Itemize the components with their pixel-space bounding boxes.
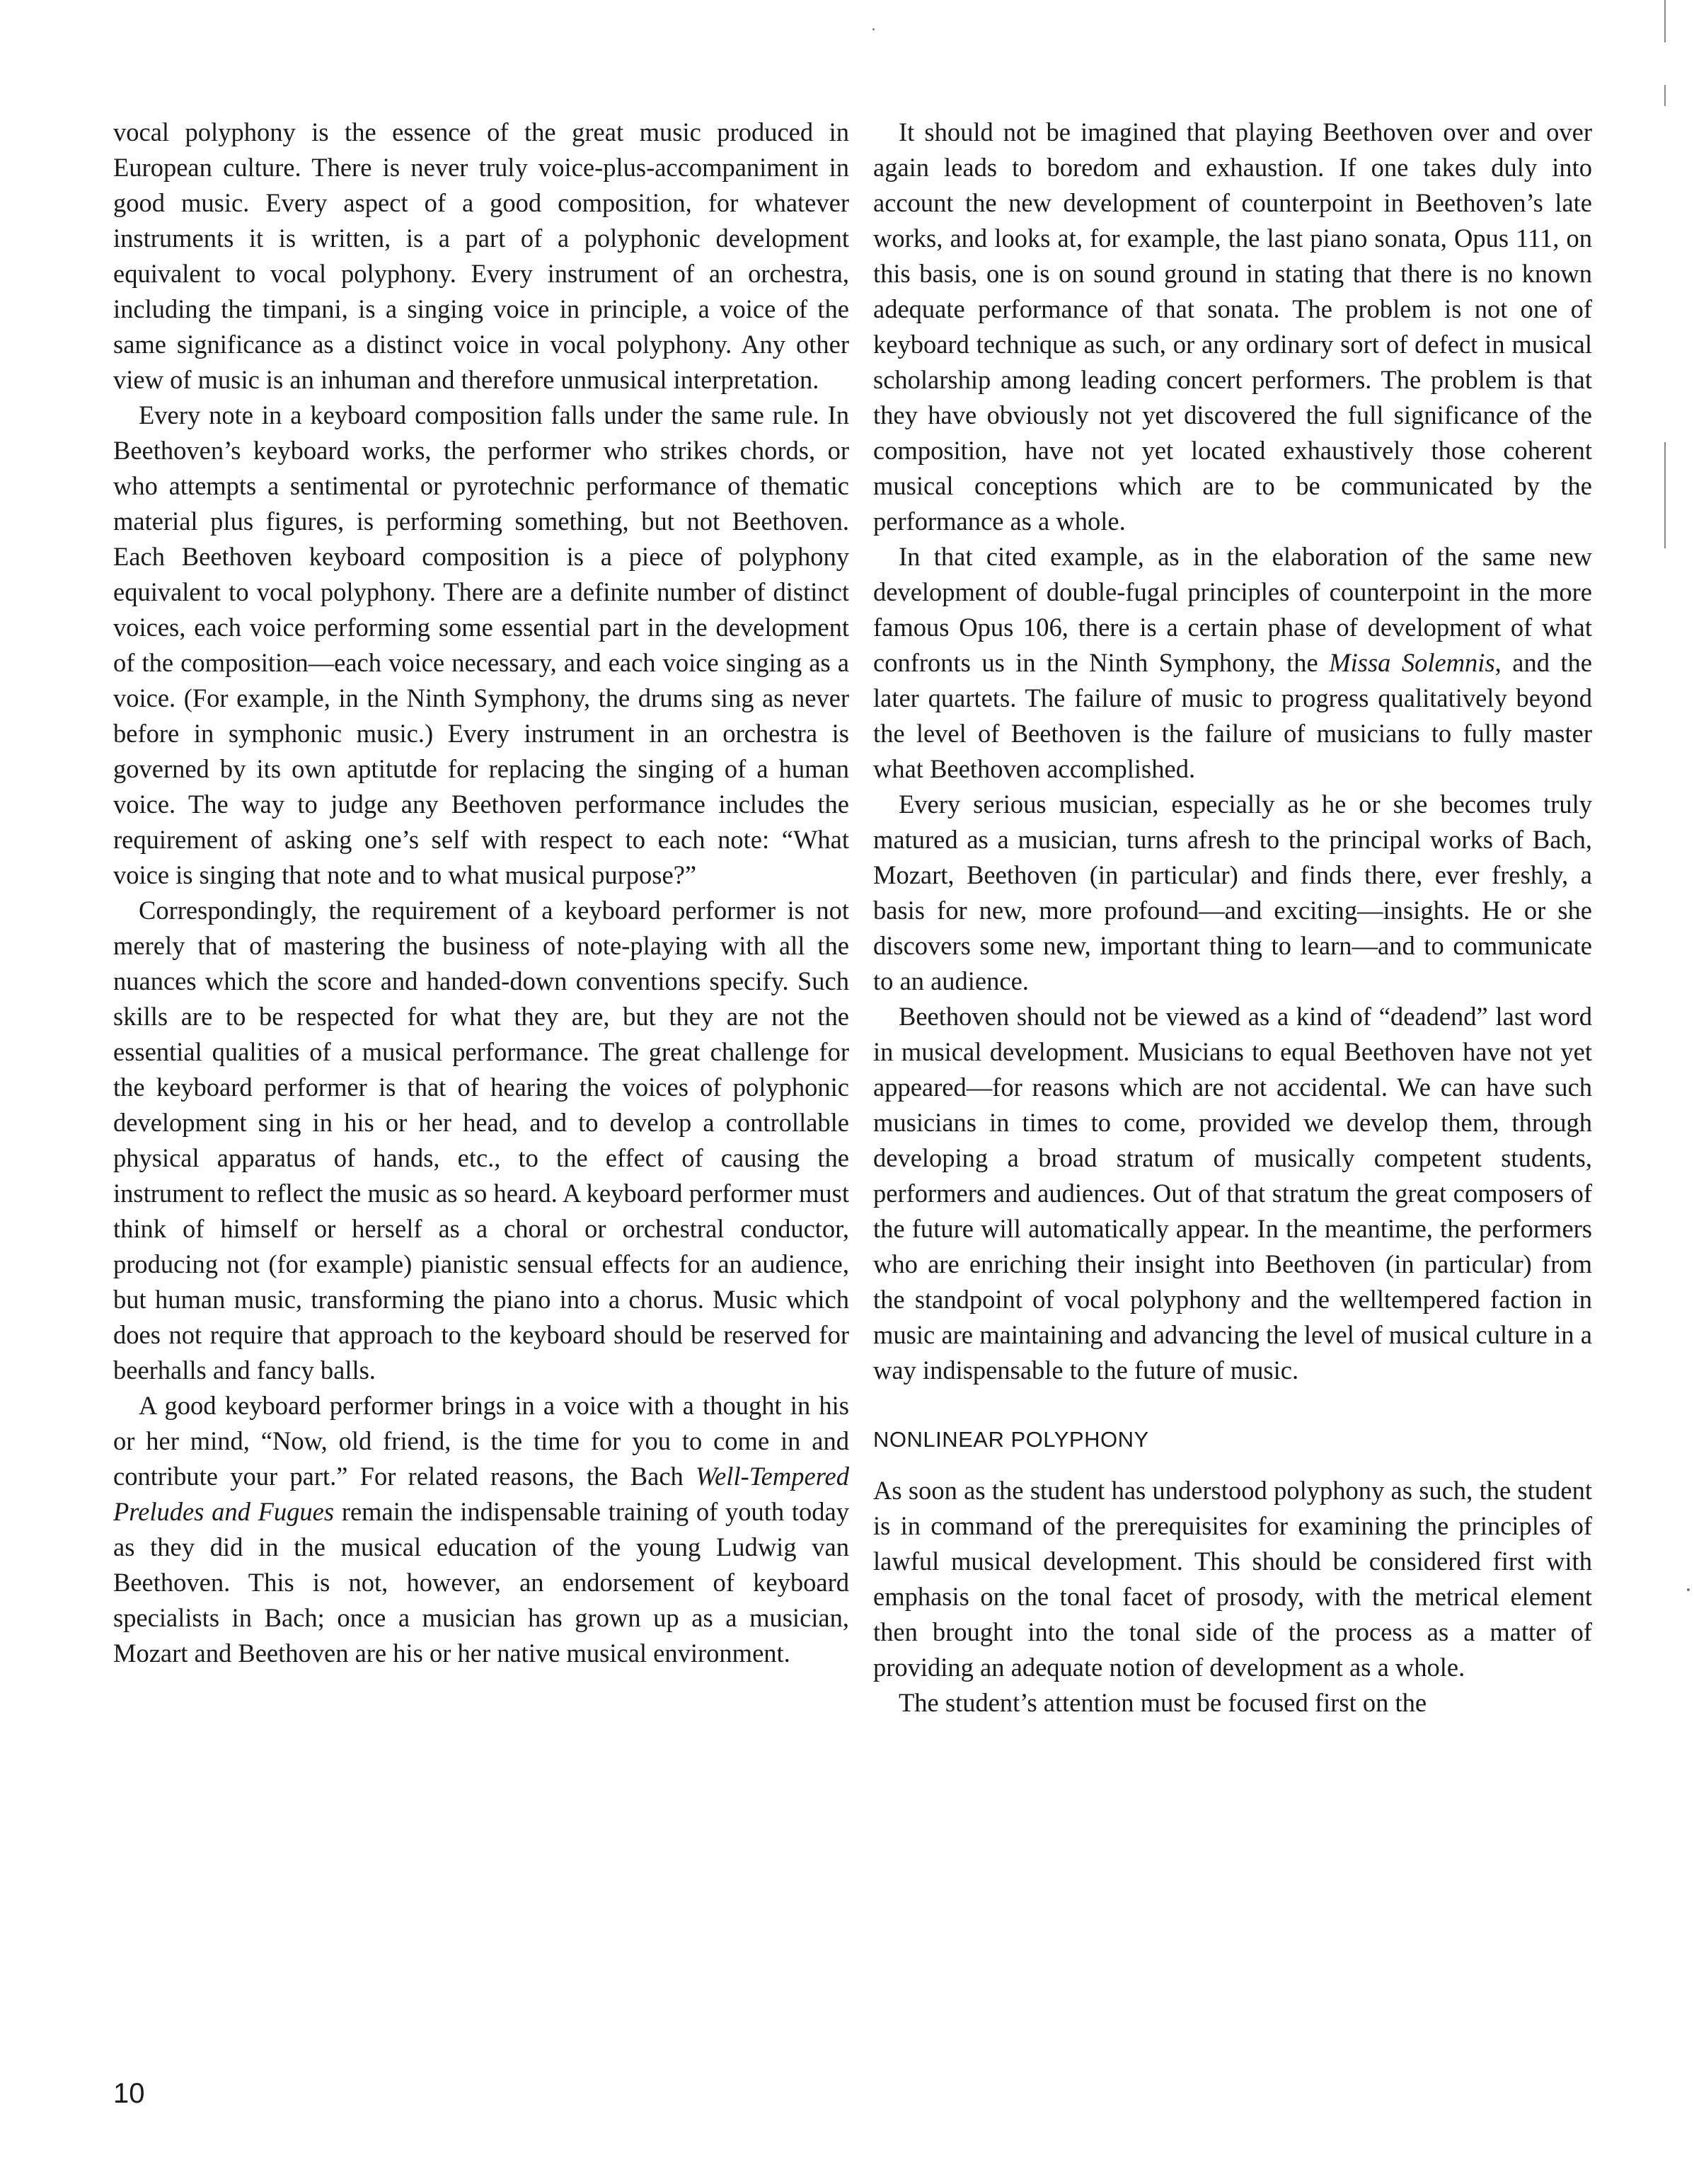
- section-heading: NONLINEAR POLYPHONY: [873, 1427, 1149, 1452]
- right-column: [873, 115, 1592, 1721]
- paragraph: The student’s attention must be focused first on the: [899, 1688, 1427, 1717]
- scan-edge-mark: [1664, 442, 1666, 548]
- paragraph: [873, 539, 1592, 787]
- paragraph-text: remain the indispensable training of youth today as they did in the musical education of the young Ludwig van Beethoven. This is not, however, an endorsement of keyboard specialists in Bach; once a musician has grown up as a musician, Mozart and Beethoven are his or her native musical environment.: [113, 1497, 850, 1668]
- paragraph: Beethoven should not be viewed as a kind of “deadend” last word in musical development. Musicians to equal Beethoven have not yet appeared—for reasons which are not accidental. We can have such musicians in times to come, provided we develop them, through developing a broad stratum of musically competent students, performers and audiences. Out of that stratum the great composers of the future will automatically appear. In the meantime, the performers who are enriching their insight into Beethoven (in particular) from the standpoint of vocal polyphony and the welltempered faction in music are maintaining and advancing the level of musical culture in a way indispensable to the future of music.: [873, 1002, 1592, 1385]
- paragraph: Correspondingly, the requirement of a keyboard performer is not merely that of mastering the business of note-playing with all the nuances which the score and handed-down conventions specify. Such skills are to be respected for what they are, but they are not the essential qualities of a musical performance. The great challenge for the keyboard performer is that of hearing the voices of polyphonic development sing in his or her head, and to develop a controllable physical apparatus of hands, etc., to the effect of causing the instrument to reflect the music as so heard. A keyboard performer must think of himself or herself as a choral or orchestral conductor, producing not (for example) pianistic sensual effects for an audience, but human music, transforming the piano into a chorus. Music which does not require that approach to the keyboard should be reserved for beerhalls and fancy balls.: [113, 896, 849, 1385]
- paragraph: It should not be imagined that playing Beethoven over and over again leads to boredom and exhaustion. If one takes duly into account the new development of counterpoint in Beethoven’s late works, and looks at, for example, the last piano sonata, Opus 111, on this basis, one is on sound ground in stating that there is no known adequate performance of that sonata. The problem is not one of keyboard technique as such, or any ordinary sort of defect in musical scholarship among leading concert performers. The problem is that they have obviously not yet discovered the full significance of the composition, have not yet located exhaustively those coherent musical conceptions which are to be communicated by the performance as a whole.: [873, 117, 1592, 536]
- scan-speck: [1687, 1588, 1690, 1591]
- scan-edge-mark: [1664, 85, 1666, 106]
- scan-edge-mark: [1664, 0, 1666, 42]
- paragraph: As soon as the student has understood polyphony as such, the student is in command of the prerequisites for examining the principles of lawful musical development. This should be considered first with emphasis on the tonal facet of prosody, with the metrical element then brought into the tonal side of the process as a matter of providing an adequate notion of development as a whole.: [873, 1476, 1592, 1682]
- paragraph-text: A good keyboard performer brings in a voice with a thought in his or her mind, “Now, old friend, is the time for you to come in and contribute your part.” For related reasons, the Bach: [113, 1391, 849, 1491]
- work-title: Missa Solemnis: [1329, 648, 1495, 677]
- paragraph: vocal polyphony is the essence of the great music produced in European culture. There is never truly voice-plus-accompaniment in good music. Every aspect of a good composition, for whatever instruments it is written, is a part of a polyphonic development equivalent to vocal polyphony. Every instrument of an orchestra, including the timpani, is a singing voice in principle, a voice of the same significance as a distinct voice in vocal polyphony. Any other view of music is an inhuman and therefore unmusical interpretation.: [113, 117, 849, 394]
- paragraph: [113, 1388, 849, 1671]
- left-column: [113, 115, 849, 1671]
- scan-speck: [872, 28, 875, 30]
- work-title: Well-Tempered Preludes and Fugues: [113, 1462, 849, 1526]
- paragraph: Every serious musician, especially as he or she becomes truly matured as a musician, turns afresh to the principal works of Bach, Mozart, Beethoven (in particular) and finds there, ever freshly, a basis for new, more profound—and exciting—insights. He or she discovers some new, important thing to learn—and to communicate to an audience.: [873, 790, 1592, 995]
- paragraph: Every note in a keyboard composition falls under the same rule. In Beethoven’s keyboard works, the performer who strikes chords, or who attempts a sentimental or pyrotechnic performance of thematic material plus figures, is performing something, but not Beethoven. Each Beethoven keyboard composition is a piece of polyphony equivalent to vocal polyphony. There are a definite number of distinct voices, each voice performing some essential part in the development of the composition—each voice necessary, and each voice singing as a voice. (For example, in the Ninth Symphony, the drums sing as never before in symphonic music.) Every instrument in an orchestra is governed by its own aptitutde for replacing the singing of a human voice. The way to judge any Beethoven performance includes the requirement of asking one’s self with respect to each note: “What voice is singing that note and to what musical purpose?”: [113, 400, 849, 889]
- paragraph-text: , and the later quartets. The failure of music to progress qualitatively beyond the level of Beethoven is the failure of musicians to fully master what Beethoven accomplished.: [873, 648, 1592, 783]
- paragraph-text: In that cited example, as in the elaboration of the same new development of double-fugal principles of counterpoint in the more famous Opus 106, there is a certain phase of development of what confronts us in the Ninth Symphony, the: [873, 542, 1592, 677]
- page-number: 10: [113, 2078, 145, 2109]
